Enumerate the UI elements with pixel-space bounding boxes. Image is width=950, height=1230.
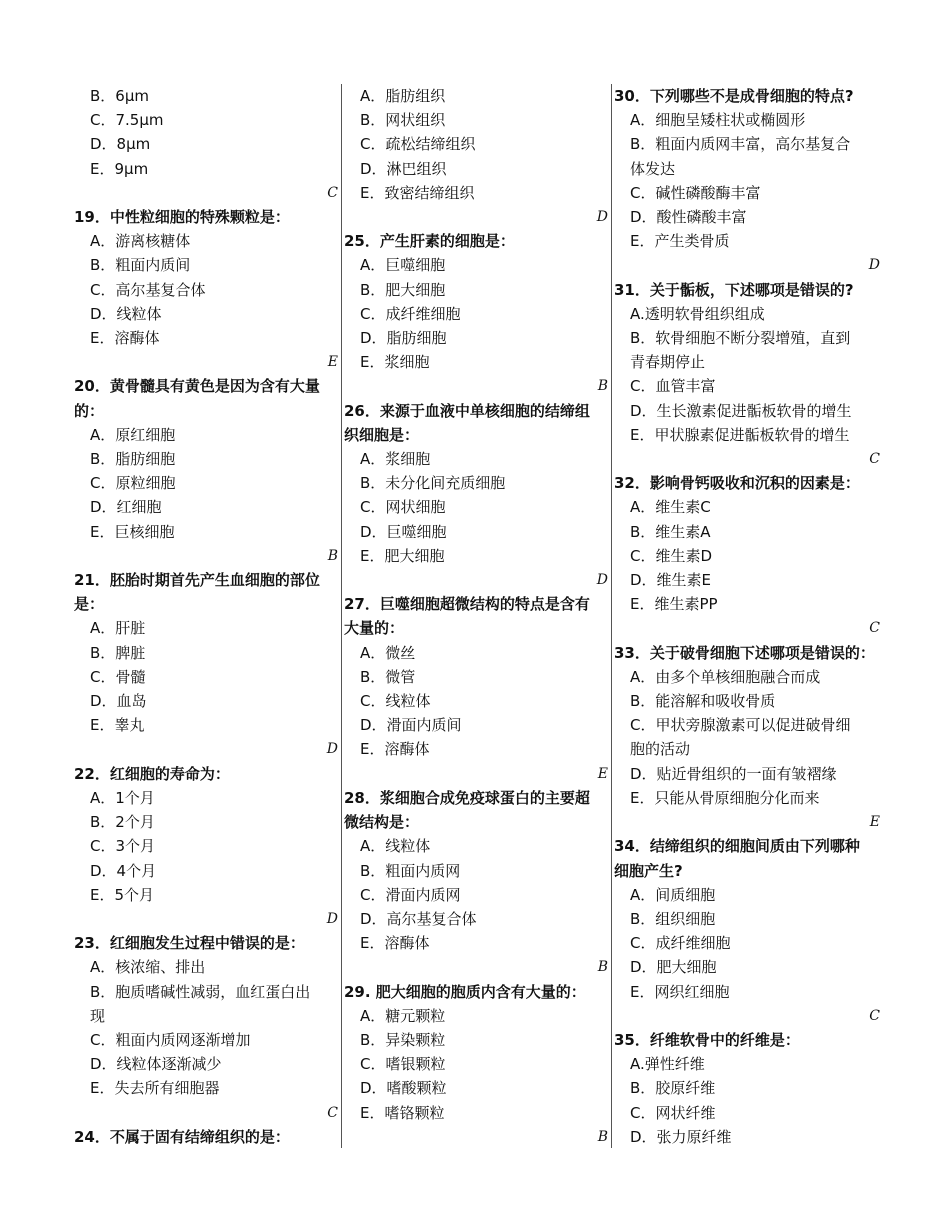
answer-option: C．7.5μm	[90, 111, 164, 130]
question-stem: 23．红细胞发生过程中错误的是：	[74, 934, 305, 953]
answer-option: D．贴近骨组织的一面有皱褶缘	[630, 764, 837, 783]
answer-option: C．维生素D	[630, 546, 713, 565]
answer-option: A.透明软骨组织组成	[630, 304, 765, 323]
question-stem: 27．巨噬细胞超微结构的特点是含有	[344, 595, 590, 614]
question-stem-continued: 是：	[74, 595, 105, 614]
answer-option: A．由多个单核细胞融合而成	[630, 667, 821, 686]
question-stem-continued: 微结构是：	[344, 813, 420, 832]
answer-key: B	[597, 959, 608, 976]
answer-option: B．网状组织	[360, 111, 446, 130]
question-stem: 26．来源于血液中单核细胞的结缔组	[344, 401, 590, 420]
answer-option: A．细胞呈矮柱状或椭圆形	[630, 111, 806, 130]
answer-option: B．脂肪细胞	[90, 450, 176, 469]
question-stem: 22．红细胞的寿命为：	[74, 764, 230, 783]
answer-option: A．脂肪组织	[360, 87, 446, 105]
answer-option: B．维生素A	[630, 522, 711, 541]
answer-option: B．粗面内质网丰富，高尔基复合	[630, 135, 851, 154]
answer-option: A．原红细胞	[90, 425, 176, 444]
answer-key: E	[869, 814, 880, 831]
answer-option: B．胞质嗜碱性减弱，血红蛋白出	[90, 982, 311, 1001]
answer-option: A．微丝	[360, 643, 416, 662]
answer-option: B．能溶解和吸收骨质	[630, 692, 776, 711]
answer-option: A．核浓缩、排出	[90, 958, 206, 977]
answer-option: C．线粒体	[360, 692, 431, 711]
answer-option: D．淋巴组织	[360, 159, 447, 178]
question-stem: 31．关于骺板，下述哪项是错误的?	[614, 280, 854, 299]
question-stem: 25．产生肝素的细胞是：	[344, 232, 515, 251]
answer-option: E．甲状腺素促进骺板软骨的增生	[630, 425, 850, 444]
answer-option: D．红细胞	[90, 498, 162, 517]
answer-option: E．浆细胞	[360, 353, 430, 372]
question-stem: 20．黄骨髓具有黄色是因为含有大量	[74, 377, 320, 396]
answer-option: B．未分化间充质细胞	[360, 474, 506, 493]
answer-option: B．软骨细胞不断分裂增殖，直到	[630, 329, 851, 348]
answer-option: D．酸性磷酸丰富	[630, 208, 747, 227]
answer-option: E．巨核细胞	[90, 522, 175, 541]
answer-option: D．嗜酸颗粒	[360, 1079, 447, 1098]
question-stem: 21．胚胎时期首先产生血细胞的部位	[74, 571, 320, 590]
answer-key: D	[326, 910, 338, 927]
answer-option: C．成纤维细胞	[360, 304, 461, 323]
answer-option-continued: 胞的活动	[630, 740, 691, 759]
answer-option: D．肥大细胞	[630, 958, 717, 977]
answer-option: E．溶酶体	[90, 329, 160, 348]
answer-option: A．游离核糖体	[90, 232, 191, 251]
answer-option: D．8μm	[90, 135, 151, 154]
answer-option: E．肥大细胞	[360, 546, 445, 565]
answer-option: D．维生素E	[630, 571, 712, 590]
answer-option: D．线粒体逐渐减少	[90, 1055, 222, 1074]
answer-option: B．脾脏	[90, 643, 146, 662]
question-stem: 28．浆细胞合成免疫球蛋白的主要超	[344, 788, 590, 807]
answer-option: E．5个月	[90, 885, 155, 904]
question-stem: 29. 肥大细胞的胞质内含有大量的：	[344, 982, 586, 1001]
answer-key: C	[869, 451, 880, 468]
answer-option: E．9μm	[90, 159, 149, 178]
answer-option: C．网状细胞	[360, 498, 446, 517]
question-stem-continued: 织细胞是：	[344, 425, 420, 444]
answer-option: B．肥大细胞	[360, 280, 446, 299]
answer-option: A.弹性纤维	[630, 1055, 705, 1074]
question-stem: 33．关于破骨细胞下述哪项是错误的：	[614, 643, 875, 662]
answer-option: E．失去所有细胞器	[90, 1079, 220, 1098]
question-stem: 30．下列哪些不是成骨细胞的特点?	[614, 87, 854, 105]
answer-option: C．碱性磷酸酶丰富	[630, 183, 761, 202]
answer-option: C．滑面内质网	[360, 885, 461, 904]
answer-key: B	[327, 547, 338, 564]
answer-option: C．原粒细胞	[90, 474, 176, 493]
answer-key: E	[597, 765, 608, 782]
answer-option: C．嗜银颗粒	[360, 1055, 446, 1074]
column-divider	[341, 84, 342, 1148]
answer-option: C．骨髓	[90, 667, 146, 686]
question-stem: 19．中性粒细胞的特殊颗粒是：	[74, 208, 290, 227]
answer-key: C	[869, 620, 880, 637]
answer-option: C．网状纤维	[630, 1103, 716, 1122]
answer-option: D．巨噬细胞	[360, 522, 447, 541]
answer-option: A．1个月	[90, 788, 155, 807]
answer-option: D．张力原纤维	[630, 1127, 732, 1146]
question-stem: 24．不属于固有结缔组织的是：	[74, 1127, 290, 1146]
answer-option: C．高尔基复合体	[90, 280, 206, 299]
answer-option: C．成纤维细胞	[630, 934, 731, 953]
question-stem: 32．影响骨钙吸收和沉积的因素是：	[614, 474, 860, 493]
answer-key: D	[596, 209, 608, 226]
answer-key: B	[597, 378, 608, 395]
answer-option: A．线粒体	[360, 837, 431, 856]
answer-option: B．微管	[360, 667, 416, 686]
answer-key: C	[327, 184, 338, 201]
answer-option: B．异染颗粒	[360, 1030, 446, 1049]
answer-option: D．脂肪细胞	[360, 329, 447, 348]
question-stem: 34．结缔组织的细胞间质由下列哪种	[614, 837, 860, 856]
text-column-3	[614, 84, 880, 1149]
answer-option: C．血管丰富	[630, 377, 716, 396]
answer-option: A．糖元颗粒	[360, 1006, 446, 1025]
answer-option: A．维生素C	[630, 498, 711, 517]
answer-option: B．2个月	[90, 813, 155, 832]
answer-option: A．巨噬细胞	[360, 256, 446, 275]
answer-option: B．粗面内质网	[360, 861, 461, 880]
answer-option: E．只能从骨原细胞分化而来	[630, 788, 820, 807]
answer-option: E．维生素PP	[630, 595, 718, 614]
answer-option: A．肝脏	[90, 619, 146, 638]
answer-key: D	[326, 741, 338, 758]
answer-option: C．3个月	[90, 837, 156, 856]
text-column-2	[344, 84, 608, 1149]
column-divider	[611, 84, 612, 1148]
answer-option: B．6μm	[90, 87, 149, 105]
answer-option: E．网织红细胞	[630, 982, 730, 1001]
answer-key: E	[327, 354, 338, 371]
answer-option-continued: 体发达	[630, 159, 676, 178]
answer-option: B．胶原纤维	[630, 1079, 716, 1098]
answer-option: D．生长激素促进骺板软骨的增生	[630, 401, 852, 420]
answer-option: A．间质细胞	[630, 885, 716, 904]
question-stem-continued: 的：	[74, 401, 105, 420]
answer-option-continued: 青春期停止	[630, 353, 706, 372]
answer-option: C．甲状旁腺激素可以促进破骨细	[630, 716, 851, 735]
question-stem-continued: 细胞产生?	[614, 861, 683, 880]
answer-key: D	[596, 572, 608, 589]
answer-key: D	[868, 257, 880, 274]
question-stem-continued: 大量的：	[344, 619, 405, 638]
answer-option: D．4个月	[90, 861, 157, 880]
answer-key: B	[597, 1128, 608, 1145]
answer-option: E．睾丸	[90, 716, 145, 735]
answer-option: D．血岛	[90, 692, 147, 711]
answer-option: C．粗面内质网逐渐增加	[90, 1030, 251, 1049]
text-column-1	[74, 84, 338, 1149]
answer-option: D．滑面内质间	[360, 716, 462, 735]
answer-option: E．溶酶体	[360, 934, 430, 953]
answer-option: D．线粒体	[90, 304, 162, 323]
answer-option: B．组织细胞	[630, 909, 716, 928]
answer-option: C．疏松结缔组织	[360, 135, 476, 154]
question-stem: 35．纤维软骨中的纤维是：	[614, 1030, 800, 1049]
answer-option: E．嗜铬颗粒	[360, 1103, 445, 1122]
answer-key: C	[869, 1007, 880, 1024]
answer-option: E．致密结缔组织	[360, 183, 475, 202]
answer-option: A．浆细胞	[360, 450, 431, 469]
answer-option: D．高尔基复合体	[360, 909, 477, 928]
answer-option: B．粗面内质间	[90, 256, 191, 275]
answer-option: E．溶酶体	[360, 740, 430, 759]
answer-option: E．产生类骨质	[630, 232, 730, 251]
answer-key: C	[327, 1104, 338, 1121]
answer-option-continued: 现	[90, 1006, 106, 1025]
